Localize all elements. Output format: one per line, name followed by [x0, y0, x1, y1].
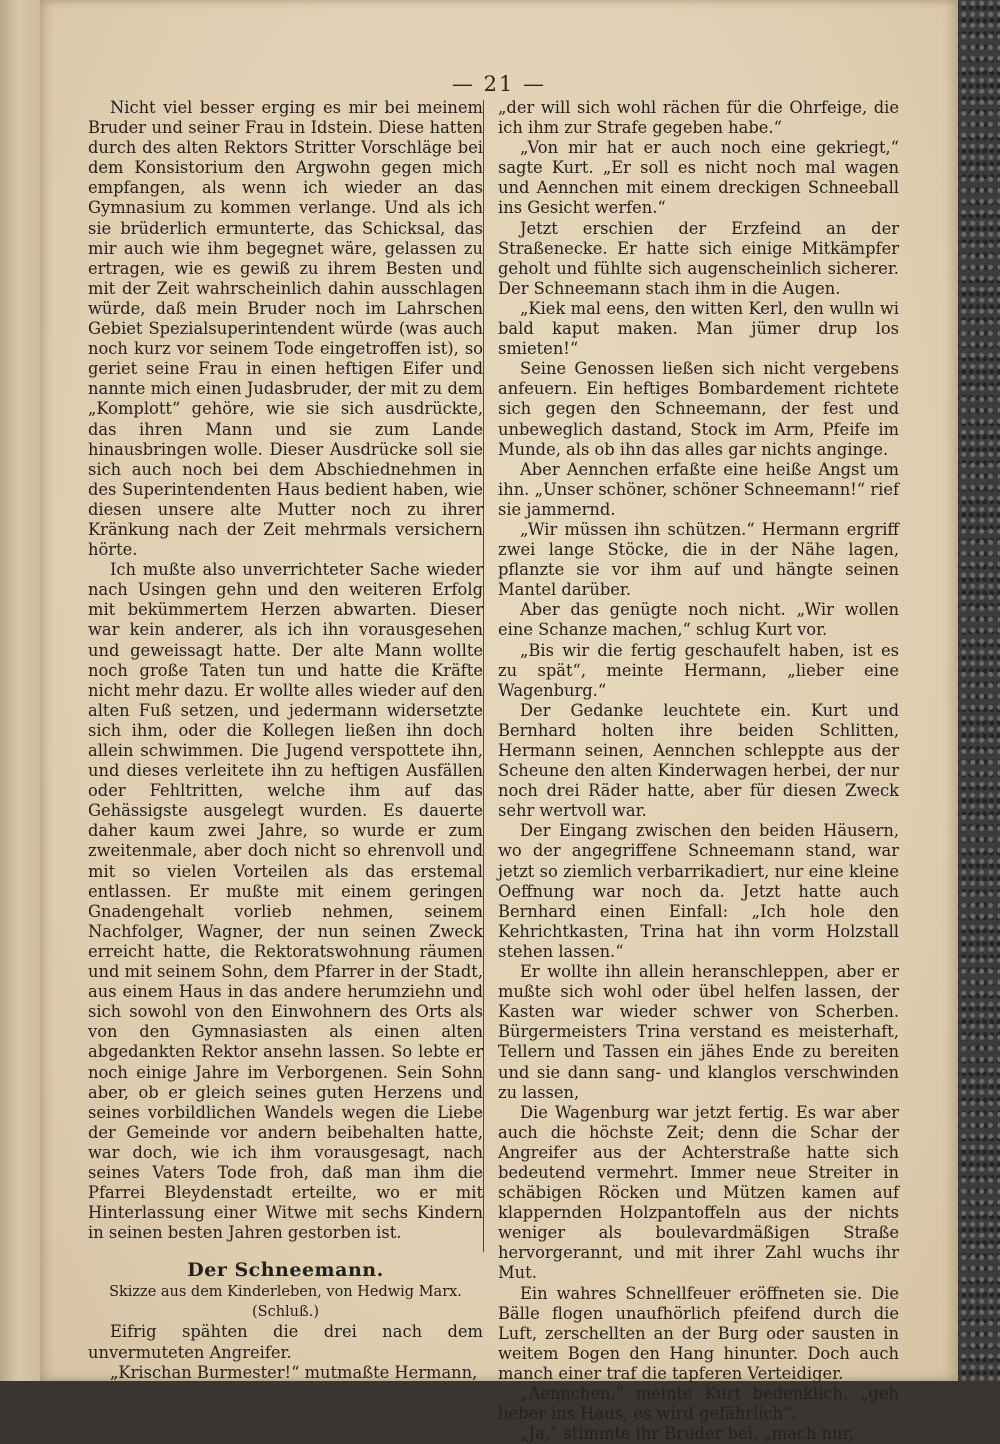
paragraph: Ich mußte also unverrichteter Sache wieder nach Usingen gehn und den weiteren Erfolg mit bekümmertem Herzen abwarten. Dieser war kein anderer, als ich ihn vorausgesehen und geweissagt hatte. Der alte Mann wollte noch große Taten tun und hatte die Kräfte nicht mehr dazu. Er wollte alles wieder auf den alten Fuß setzen, und jedermann widersetzte sich ihm, oder die Kollegen ließen ihn doch allein schwimmen. Die Jugend verspottete ihn, und dieses verleitete ihn zu heftigen Ausfällen oder Fehltritten, welche ihm auf das Gehässigste ausgelegt wurden. Es dauerte daher kaum zwei Jahre, so wurde er zum zweitenmale, aber doch nicht so ehrenvoll und mit so vielen Vorteilen als das erstemal entlassen. Er mußte mit einem geringen Gnadengehalt vorlieb nehmen, seinem Nachfolger, Wagner, der nun seinen Zweck erreicht hatte, die Rektoratswohnung räumen und mit seinem Sohn, dem Pfarrer in der Stadt, aus einem Haus in das andere herumziehn und sich sowohl von den Einwohnern des Orts als von den Gymnasiasten als einen alten abgedankten Rektor ansehn lassen. So lebte er noch einige Jahre im Verborgenen. Sein Sohn aber, ob er gleich seines guten Herzens und seines vorbildlichen Wandels wegen die Liebe der Gemeinde vor andern beibehalten hatte, war doch, wie ich ihm vorausgesagt, nach seines Vaters Tode froh, daß man ihm die Pfarrei Bleydenstadt erteilte, wo er mit Hinterlassung einer Witwe mit sechs Kindern in seinen besten Jahren gestorben ist. [88, 560, 483, 1243]
page-number: — 21 — [451, 72, 547, 96]
paragraph: „Aennchen,“ meinte Kurt bedenklich, „geh lieber ins Haus, es wird gefährlich“. [498, 1384, 899, 1424]
column-divider [483, 100, 484, 1252]
article-heading: Der Schneemann. [187, 1259, 384, 1282]
paragraph: „Von mir hat er auch noch eine gekriegt,“ sagte Kurt. „Er soll es nicht noch mal wagen und Aennchen mit einem dreckigen Schneeball ins Gesicht werfen.“ [498, 138, 899, 218]
left-column [88, 98, 483, 1383]
paragraph: Seine Genossen ließen sich nicht vergebens anfeuern. Ein heftiges Bombardement richtete sich gegen den Schneemann, der fest und unbeweglich dastand, Stock im Arm, Pfeife im Munde, als ob ihn das alles gar nichts anginge. [498, 359, 899, 459]
book-page [40, 0, 958, 1444]
paragraph: Der Gedanke leuchtete ein. Kurt und Bernhard holten ihre beiden Schlitten, Hermann seinen, Aennchen schleppte aus der Scheune den alten Kinderwagen herbei, der nur noch drei Räder hatte, aber für diesen Zweck sehr wertvoll war. [498, 700, 899, 821]
paragraph: „Ja,“ stimmte ihr Bruder bei, „mach nur, [520, 1424, 854, 1444]
paragraph: Jetzt erschien der Erzfeind an der Straßenecke. Er hatte sich einige Mitkämpfer geholt und fühlte sich augenscheinlich sicherer. Der Schneemann stach ihm in die Augen. [498, 218, 899, 298]
paragraph: „der will sich wohl rächen für die Ohrfeige, die ich ihm zur Strafe gegeben habe.“ [498, 98, 899, 138]
paragraph: Die Wagenburg war jetzt fertig. Es war aber auch die höchste Zeit; denn die Schar der Angreifer aus der Achterstraße hatte sich bedeutend vermehrt. Immer neue Streiter in schäbigen Röcken und Mützen kamen auf klappernden Holzpantoffeln aus der nichts weniger als boulevardmäßigen Straße hervorgerannt, und mit ihrer Zahl wuchs ihr Mut. [498, 1102, 899, 1283]
right-column [498, 98, 899, 1444]
article-subtitle: Skizze aus dem Kinderleben, von Hedwig Marx. [109, 1284, 462, 1301]
paragraph: „Wir müssen ihn schützen.“ Hermann ergriff zwei lange Stöcke, die in der Nähe lagen, pflanzte sie vor ihm auf und hängte seinen Mantel darüber. [498, 519, 899, 600]
paragraph: Aber Aennchen erfaßte eine heiße Angst um ihn. „Unser schöner, schöner Schneemann!“ rief sie jammernd. [498, 459, 899, 519]
paragraph: Ein wahres Schnellfeuer eröffneten sie. Die Bälle flogen unaufhörlich pfeifend durch die Luft, zerschellten an der Burg oder sausten in weitem Bogen den Hang hinunter. Doch auch manch einer traf die tapferen Verteidiger. [498, 1283, 899, 1383]
paragraph: Eifrig spähten die drei nach dem unvermuteten Angreifer. [88, 1322, 483, 1362]
paragraph: Aber das genügte noch nicht. „Wir wollen eine Schanze machen,“ schlug Kurt vor. [498, 600, 899, 640]
paragraph: „Bis wir die fertig geschaufelt haben, ist es zu spät“, meinte Hermann, „lieber eine Wagenburg.“ [498, 640, 899, 700]
paragraph: „Krischan Burmester!“ mutmaßte Hermann, [110, 1362, 478, 1382]
book-cover-edge [952, 0, 1000, 1381]
book-binding-edge [0, 0, 42, 1381]
paragraph: „Kiek mal eens, den witten Kerl, den wulln wi bald kaput maken. Man jümer drup los smieten!“ [498, 298, 899, 359]
paragraph: Nicht viel besser erging es mir bei meinem Bruder und seiner Frau in Idstein. Diese hatten durch des alten Rektors Stritter Vorschläge bei dem Konsistorium den Argwohn gegen mich empfangen, als wenn ich wieder an das Gymnasium zu kommen verlange. Und als ich sie brüderlich ermunterte, das Schicksal, das mir auch wie ihm begegnet wäre, gelassen zu ertragen, wie es gewiß zu ihrem Besten und mit der Zeit wahrscheinlich dahin ausschlagen würde, daß mein Bruder noch im Lahrschen Gebiet Spezialsuperintendent würde (was auch noch kurz vor seinem Tode eingetroffen ist), so geriet seine Frau in einen heftigen Eifer und nannte mich einen Judasbruder, der mit zu dem „Komplott“ gehöre, wie sie sich ausdrückte, das ihren Mann und sie zum Lande hinausbringen wolle. Dieser Ausdrücke soll sie sich auch noch bei dem Abschiednehmen in des Superintendenten Haus bedient haben, wie diesen unsere alte Mutter noch zu ihrer Kränkung nach der Zeit mehrmals versichern hörte. [88, 98, 483, 560]
paragraph: Er wollte ihn allein heranschleppen, aber er mußte sich wohl oder übel helfen lassen, der Kasten war wieder schwer von Scherben. Bürgermeisters Trina verstand es meisterhaft, Tellern und Tassen ein jähes Ende zu bereiten und sie dann sang- und klanglos verschwinden zu lassen, [498, 962, 899, 1102]
paragraph: Der Eingang zwischen den beiden Häusern, wo der angegriffene Schneemann stand, war jetzt so ziemlich verbarrikadiert, nur eine kleine Oeffnung war noch da. Jetzt hatte auch Bernhard einen Einfall: „Ich hole den Kehrichtkasten, Trina hat ihn vorm Holzstall stehen lassen.“ [498, 821, 899, 961]
conclusion-note: (Schluß.) [252, 1304, 319, 1321]
